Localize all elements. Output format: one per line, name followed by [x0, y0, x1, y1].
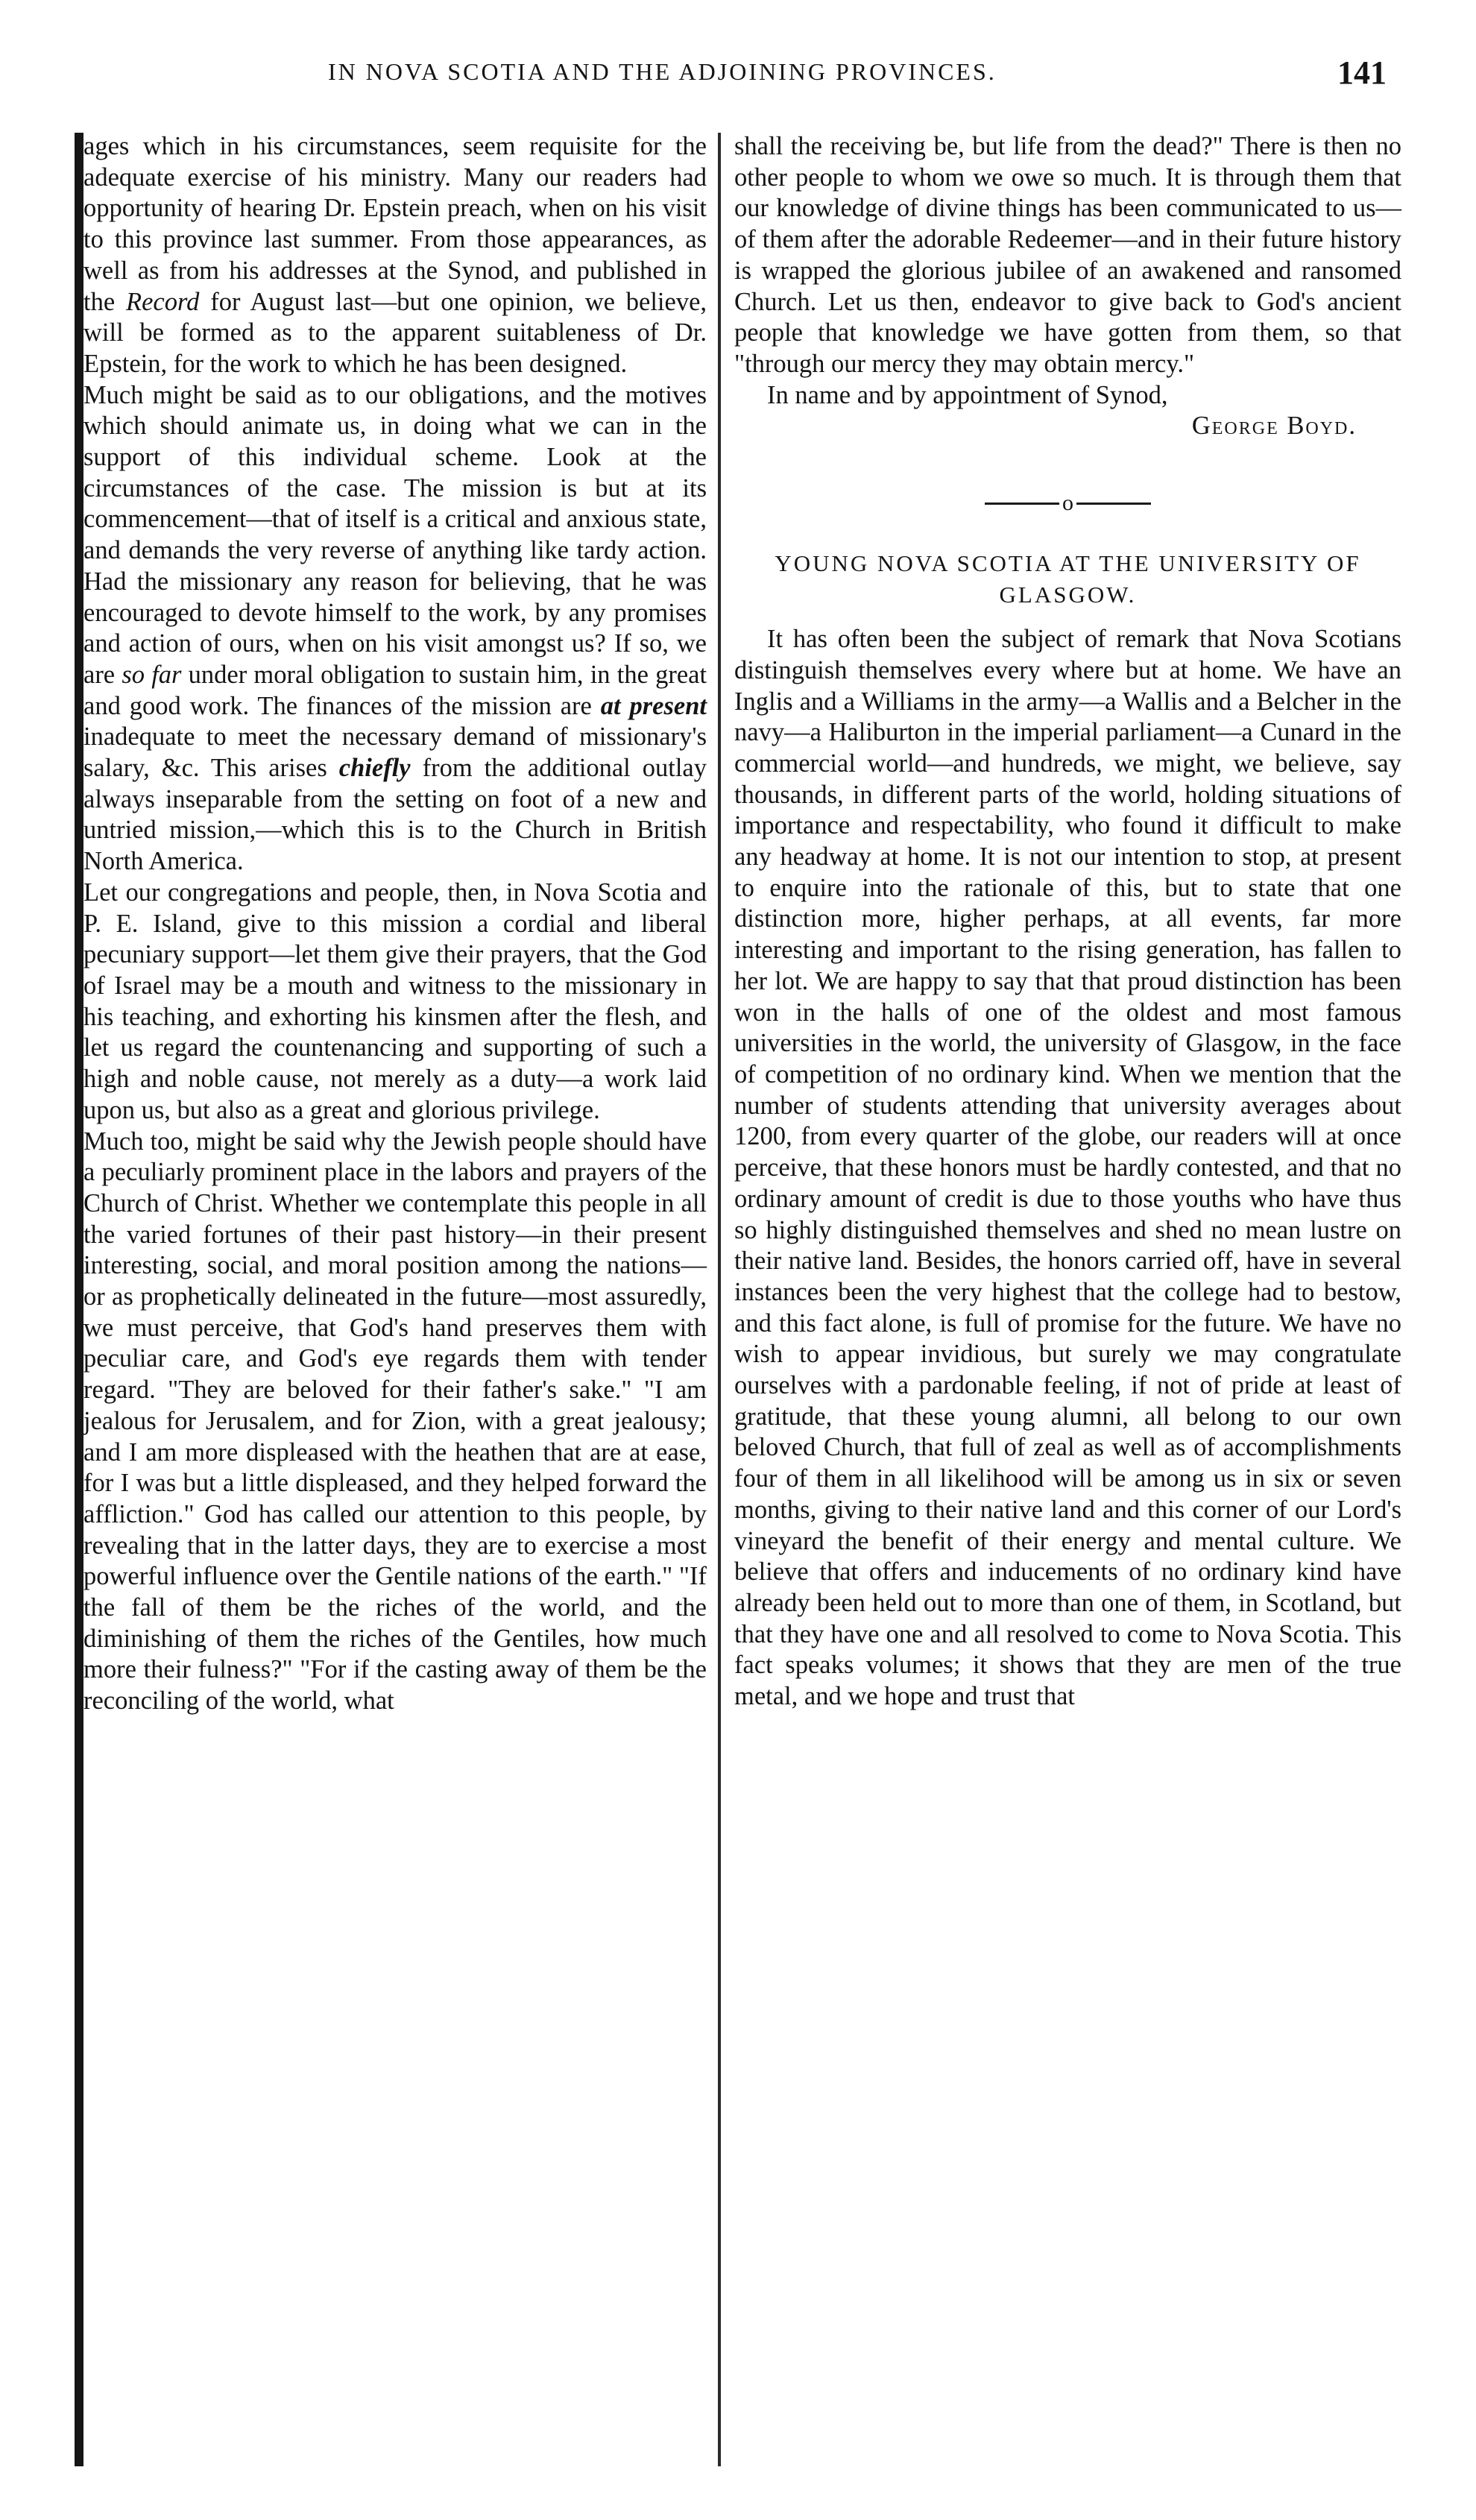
- paragraph: It has often been the subject of remark that Nova Scotians distinguish themselves every where but at home. We have an Inglis and a Williams in the army—a Wallis and a Belcher in the navy—a Haliburton in the imperial parliament—a Cunard in the commercial world—and hundreds, we might, we believe, say thousands, in different parts of the world, holding situations of importance and respectability, who found it difficult to make any headway at home. It is not our intention to stop, at present to enquire into the rationale of this, but to state that one distinction more, higher perhaps, at all events, far more interesting and important to the rising generation, has fallen to her lot. We are happy to say that that proud distinction has been won in the halls of one of the oldest and most famous universities in the world, the university of Glasgow, in the face of competition of no ordinary kind. When we mention that the number of students attending that university averages about 1200, from every quarter of the globe, our readers will at once perceive, that these honors must be hardly contested, and that no ordinary amount of credit is due to those youths who have thus so highly distinguished themselves and shed no mean lustre on their native land. Besides, the honors carried off, have in several instances been the very highest that the college had to bestow, and this fact alone, is full of promise for the future. We have no wish to appear invidious, but surely we may congratulate ourselves with a pardonable feeling, if not of pride at least of gratitude, that these young alumni, all belong to our own beloved Church, that full of zeal as well as of accomplishments four of them in all likelihood will be among us in six or seven months, giving to their native land and this corner of our Lord's vineyard the benefit of their energy and mental culture. We believe that offers and inducements of no ordinary kind have already been held out to more than one of them, in Scotland, but that they have one and all resolved to come to Nova Scotia. This fact speaks volumes; it shows that they are men of the true metal, and we hope and trust that: [734, 625, 1401, 1711]
- section-divider: [734, 487, 1401, 518]
- paragraph-text: inadequate to meet the necessary demand of missionary's salary, &c. This arises: [83, 722, 707, 783]
- paragraph-text: ages which in his circumstances, seem requisite for the adequate exercise of his ministry. Many our readers had opportunity of hearing Dr. Epstein preach, when on his visit to this province last summer. From those appearances, as well as from his addresses at the Synod, and published in the: [83, 132, 707, 316]
- divider-mark: o: [1062, 491, 1073, 516]
- binding-edge: [75, 133, 83, 2466]
- paragraph: [83, 380, 707, 878]
- paragraph: shall the receiving be, but life from the dead?" There is then no other people to whom we owe so much. It is through them that our knowledge of divine things has been communicated to us—of them after the adorable Redeemer—and in their future history is wrapped the glorious jubilee of an awakened and ransomed Church. Let us then, endeavor to give back to God's ancient people that knowledge we have gotten from them, so that "through our mercy they may obtain mercy.": [734, 132, 1401, 378]
- right-column: [734, 131, 1401, 1713]
- page-header: [0, 54, 1476, 98]
- divider-line: [1076, 503, 1151, 505]
- italic-text: chiefly: [338, 754, 411, 783]
- divider-line: [985, 503, 1059, 505]
- italic-text: at present: [600, 691, 707, 720]
- paragraph: Much too, might be said why the Jewish people should have a peculiarly prominent place in the labors and prayers of the Church of Christ. Whether we contemplate this people in all the varied fortunes of their past history—in their present interesting, social, and moral position among the nations—or as prophetically delineated in the future—most assuredly, we must perceive, that God's hand preserves them with peculiar care, and God's eye regards them with tender regard. "They are beloved for their father's sake." "I am jealous for Jerusalem, and for Zion, with a great jealousy; and I am more displeased with the heathen that are at ease, for I was but a little displeased, and they helped forward the affliction." God has called our attention to this people, by revealing that in the latter days, they are to exercise a most powerful influence over the Gentile nations of the earth." "If the fall of them be the riches of the world, and the diminishing of them the riches of the Gentiles, how much more their fulness?" "For if the casting away of them be the reconciling of the world, what: [83, 1127, 707, 1716]
- paragraph-text: Much might be said as to our obligations, and the motives which should animate us, in doing what we can in the support of this individual scheme. Look at the circumstances of the case. The mission is but at its commencement—that of itself is a critical and anxious state, and demands the very reverse of anything like tardy action. Had the missionary any reason for believing, that he was encouraged to devote himself to the work, by any promises and action of ours, when on his visit amongst us? If so, we are: [83, 380, 707, 689]
- article-title: YOUNG NOVA SCOTIA AT THE UNIVERSITY OF GLASGOW.: [775, 550, 1361, 608]
- italic-text: so far: [122, 660, 182, 689]
- paragraph-text: from the additional outlay always inseparable from the setting on foot of a new and untried mission,—which this is to the Church in British North America.: [83, 754, 707, 876]
- paragraph: Let our congregations and people, then, in Nova Scotia and P. E. Island, give to this mission a cordial and liberal pecuniary support—let them give their prayers, that the God of Israel may be a mouth and witness to the missionary in his teaching, and exhorting his kinsmen after the flesh, and let us regard the countenancing and supporting of such a high and noble cause, not merely as a duty—a work laid upon us, but also as a great and glorious privilege.: [83, 878, 707, 1124]
- paragraph-text: under moral obligation to sustain him, in the great and good work. The finances of the mission are: [83, 660, 707, 720]
- signature: George Boyd.: [1191, 412, 1357, 441]
- page-number: 141: [1337, 54, 1387, 91]
- signoff-line: In name and by appointment of Synod,: [767, 380, 1168, 409]
- italic-text: Record: [126, 287, 200, 316]
- running-head: IN NOVA SCOTIA AND THE ADJOINING PROVINCES.: [328, 58, 997, 85]
- column-rule: [718, 133, 721, 2466]
- paragraph-text: for August last—but one opinion, we believe, will be formed as to the apparent suitableness of Dr. Epstein, for the work to which he has been designed.: [83, 287, 707, 378]
- paragraph: [83, 131, 707, 380]
- left-column: [83, 131, 707, 1717]
